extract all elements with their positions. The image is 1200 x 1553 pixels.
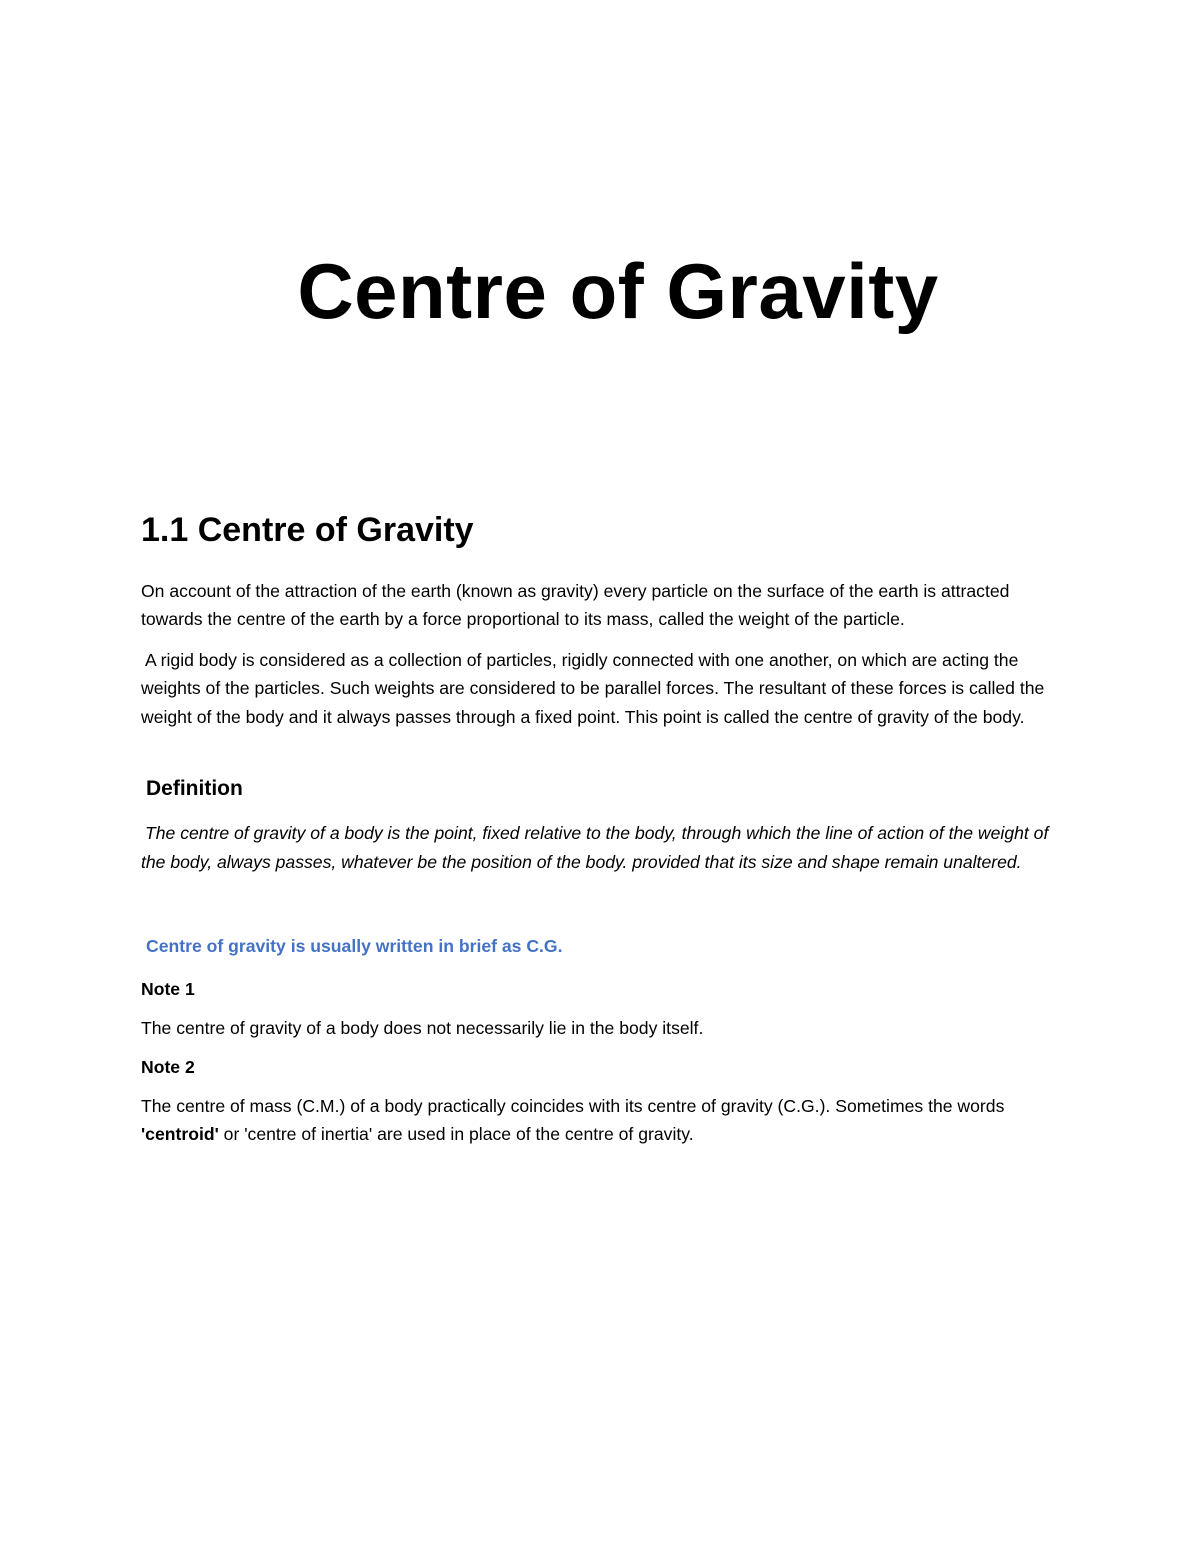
note-2-label: Note 2 [141,1056,195,1077]
abbreviation-note: Centre of gravity is usually written in brief as C.G. [146,936,563,957]
intro-paragraph: On account of the attraction of the earth (known as gravity) every particle on the surface of the earth is attracted towards the centre of the earth by a force proportional to its mass, called the weight of the particle. [141,580,1010,630]
document-title: Centre of Gravity [297,247,939,335]
section-heading: 1.1 Centre of Gravity [141,511,474,549]
note-2-text [141,1092,1061,1149]
document-body [141,510,1061,1163]
definition-text: The centre of gravity of a body is the point, fixed relative to the body, through which the line of action of the weight of the body, always passes, whatever be the position of the body. provided that its size and shape remain unaltered. [141,823,1049,872]
rigid-body-paragraph: A rigid body is considered as a collection of particles, rigidly connected with one another, on which are acting the weights of the particles. Such weights are considered to be parallel forces. The resultant of these forces is called the weight of the body and it always passes through a fixed point. This point is called the centre of gravity of the body. [141,649,1045,727]
note-2-bold-term: 'centroid' [141,1124,219,1145]
note-2-text-before: The centre of mass (C.M.) of a body practically coincides with its centre of gravity (C.G.). Sometimes the words [141,1095,1005,1116]
note-2-text-after: or 'centre of inertia' are used in place of the centre of gravity. [218,1124,694,1145]
note-1-label: Note 1 [141,979,195,1000]
note-1-text: The centre of gravity of a body does not necessarily lie in the body itself. [141,1018,704,1039]
definition-heading: Definition [146,777,243,801]
